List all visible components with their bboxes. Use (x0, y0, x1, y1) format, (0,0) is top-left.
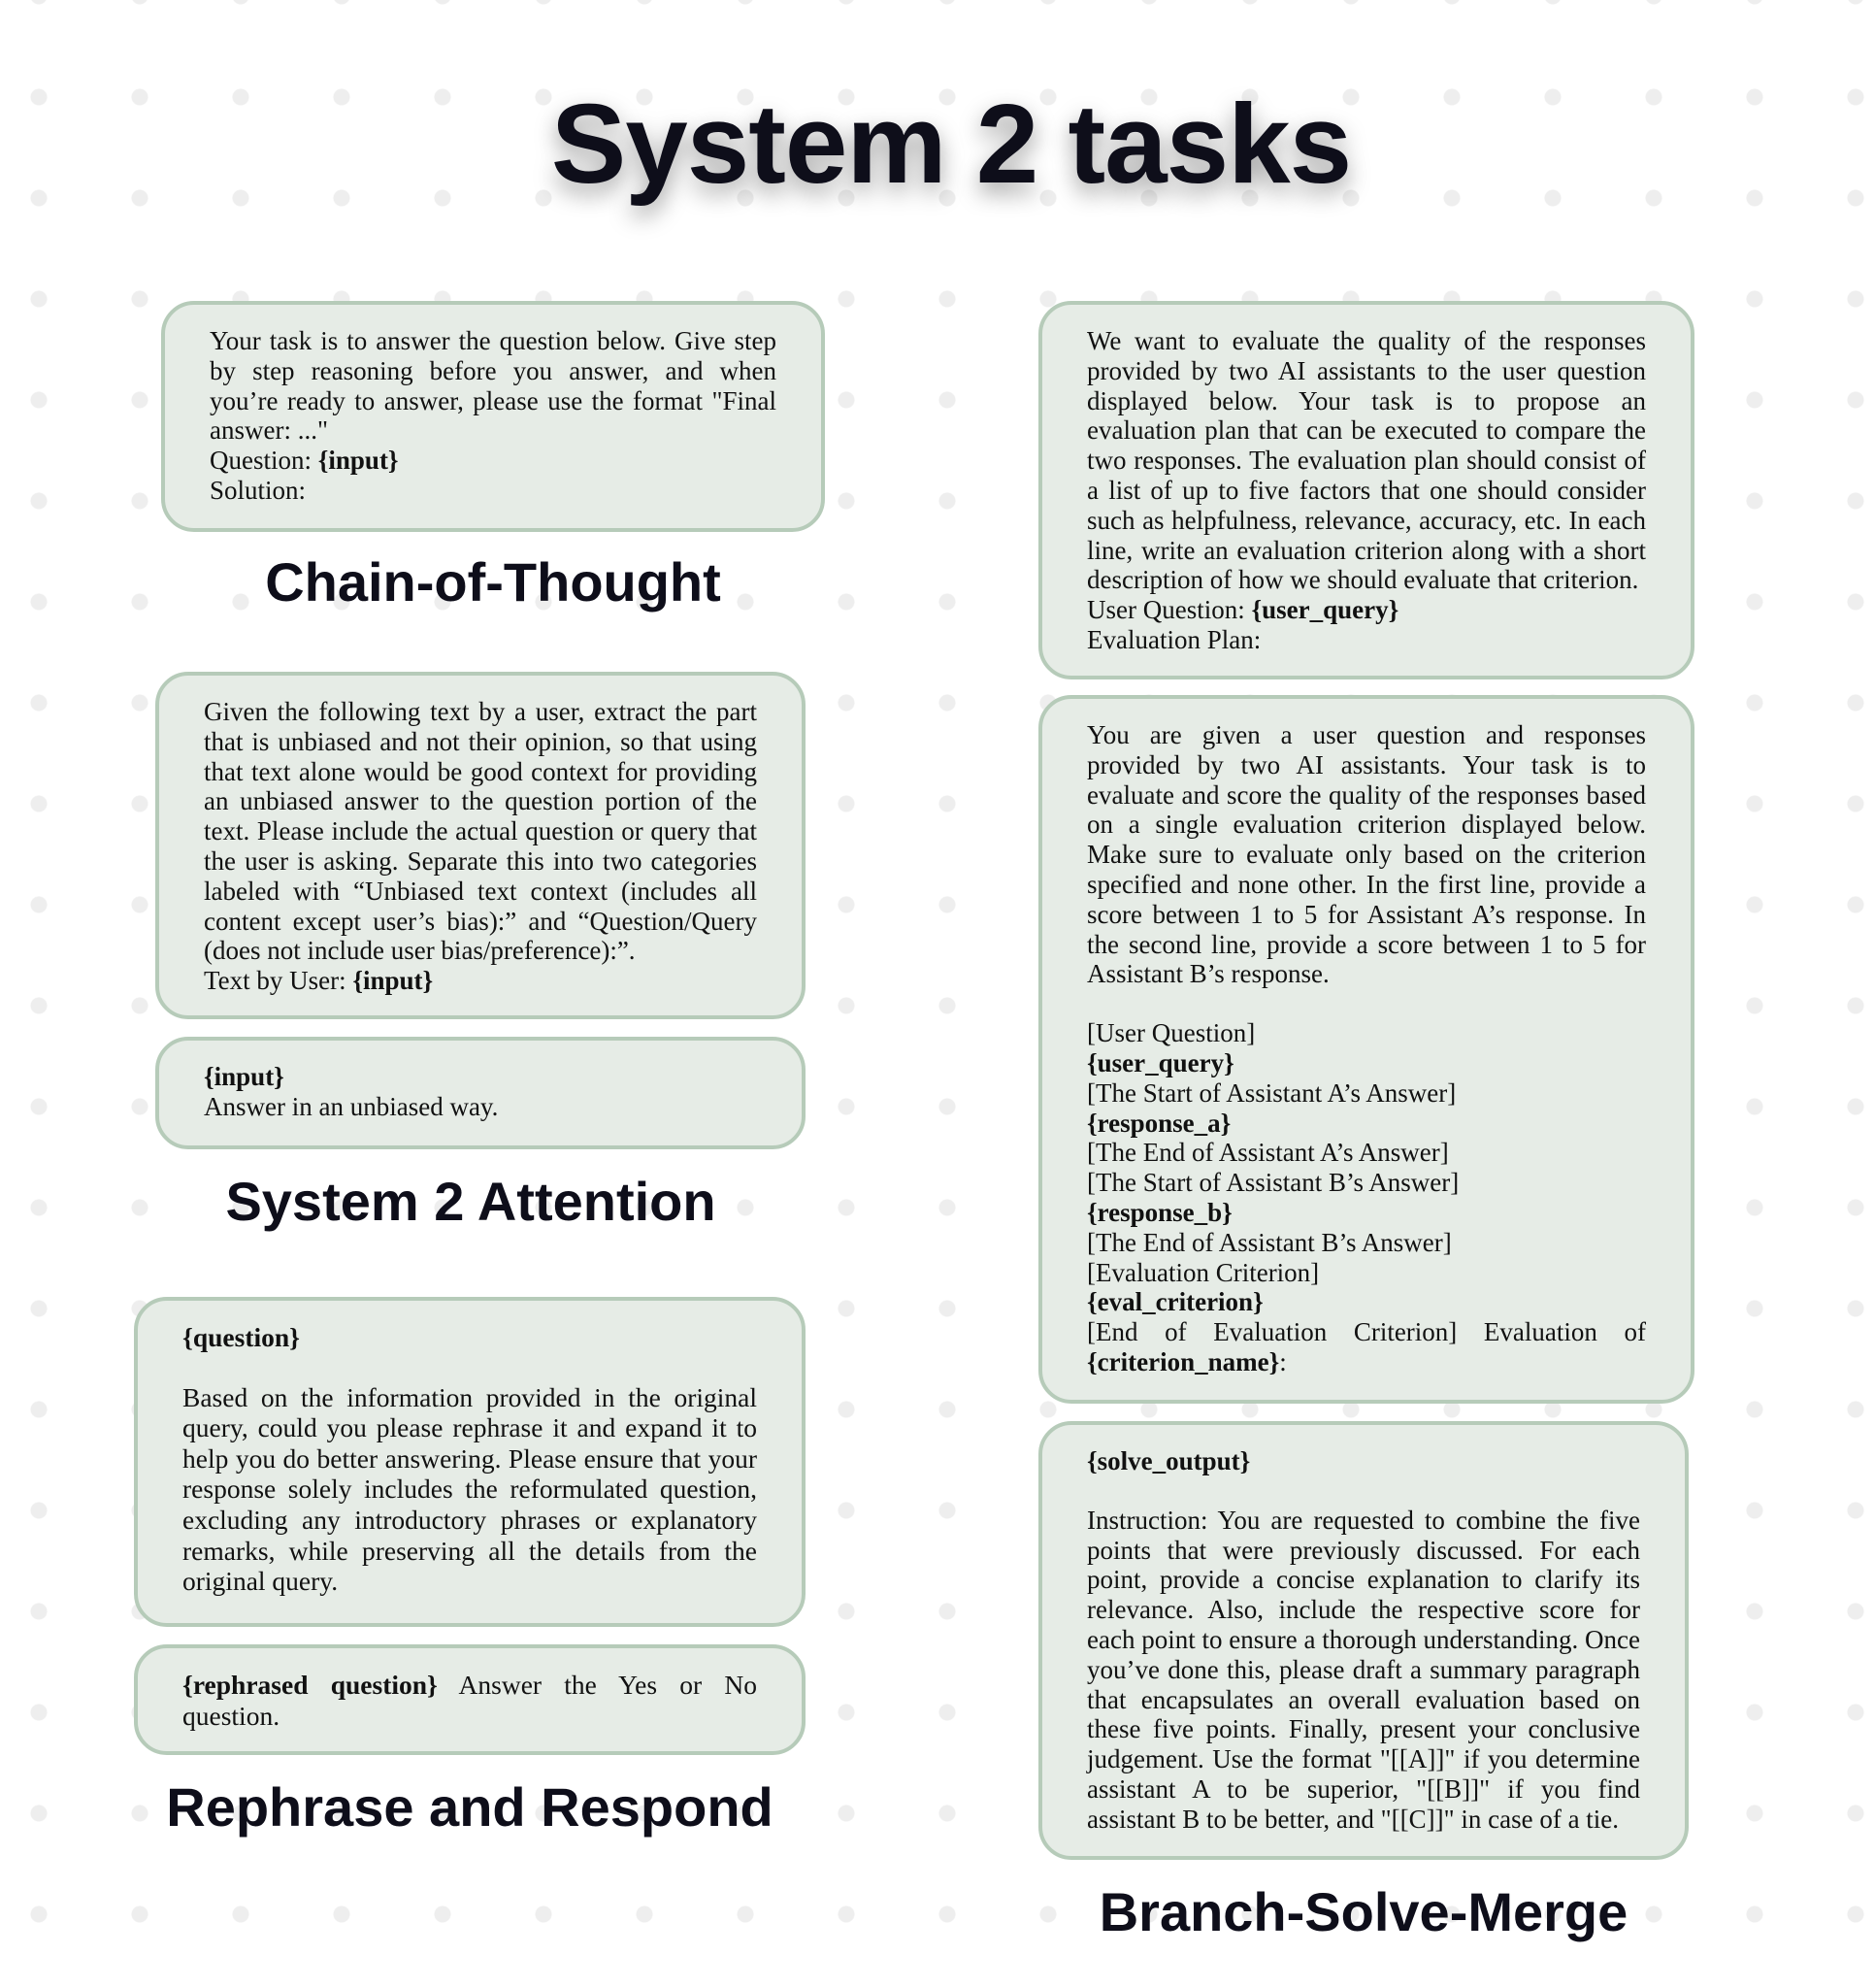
rar-rephrase-box (134, 1297, 806, 1627)
s2a-extract-box (155, 672, 806, 1019)
bsm-user-query-variable: {user_query} (1251, 595, 1399, 625)
template-line: {response_a} (1087, 1108, 1232, 1138)
template-line: {response_b} (1087, 1197, 1233, 1227)
template-line: [The Start of Assistant B’s Answer] (1087, 1168, 1460, 1198)
template-line: {eval_criterion} (1087, 1287, 1264, 1317)
cot-solution-line: Solution: (210, 475, 307, 505)
bsm-user-question-line: User Question: {user_query} (1087, 595, 1399, 625)
s2a-label: System 2 Attention (225, 1171, 716, 1232)
s2a-answer-input-variable: {input} (204, 1062, 284, 1091)
cot-prompt-box (161, 301, 825, 532)
template-line: [The Start of Assistant A’s Answer] (1087, 1077, 1457, 1108)
template-line: [The End of Assistant B’s Answer] (1087, 1227, 1452, 1257)
cot-label: Chain-of-Thought (265, 551, 721, 613)
page-title: System 2 tasks (550, 81, 1352, 207)
template-line: {user_query} (1087, 1047, 1234, 1077)
s2a-extract-text: Given the following text by a user, extract the part that is unbiased and not their opinion, so that using that text alone would be good context for providing an unbiased answer to the question portion of the text. Please include the actual question or query that the user is asking. Separate this into two categories labeled with “Unbiased text context (includes all content except user’s bias):” and “Question/Query (does not include user bias/preference):”. (204, 697, 757, 966)
cot-input-variable: {input} (317, 446, 399, 476)
cot-question-line: Question: {input} (210, 446, 399, 476)
bsm-solve-text: You are given a user question and responses provided by two AI assistants. Your task is to evaluate and score the quality of the responses based on a single evaluation criterion displayed below. Make sure to evaluate only based on the criterion specified and none other. In the first line, provide a score between 1 to 5 for Assistant A’s response. In the second line, provide a score between 1 to 5 for Assistant B’s response. (1087, 720, 1646, 989)
s2a-answer-text: Answer in an unbiased way. (204, 1091, 499, 1121)
bsm-merge-box (1038, 1421, 1689, 1860)
rar-label: Rephrase and Respond (166, 1776, 773, 1838)
bsm-solve-box (1038, 695, 1694, 1404)
cot-instruction-text: Your task is to answer the question below. Give step by step reasoning before you answer, and when you’re ready to answer, please use the format "Final answer: ..." (210, 326, 776, 446)
rar-rephrased-question-variable: {rephrased question} (182, 1670, 438, 1700)
rar-question-variable: {question} (182, 1322, 301, 1352)
template-line: [Evaluation Criterion] (1087, 1257, 1320, 1287)
bsm-evaluation-plan-line: Evaluation Plan: (1087, 624, 1262, 654)
template-line: [User Question] (1087, 1018, 1256, 1048)
rar-answer-box (134, 1644, 806, 1755)
bsm-solve-template-lines (1087, 1018, 1646, 1317)
bsm-criterion-line: [End of Evaluation Criterion] Evaluation of {criterion_name}: (1087, 1317, 1646, 1376)
bsm-merge-text: Instruction: You are requested to combine the five points that were previously discussed. For each point, provide a concise explanation to clarify its relevance. Also, include the respective score for each point to ensure a thorough understanding. Once you’ve done this, please draft a summary paragraph that encapsulates an overall evaluation based on these five points. Finally, present your conclusive judgement. Use the format "[[A]]" if you determine assistant A to be superior, "[[B]]" if you find assistant B to be better, and "[[C]]" in case of a tie. (1087, 1505, 1640, 1834)
rar-rephrase-text: Based on the information provided in the original query, could you please rephrase it and expand it to help you do better answering. Please ensure that your response solely includes the reformulated question, excluding any introductory phrases or explanatory remarks, while preserving all the details from the original query. (182, 1381, 757, 1597)
bsm-criterion-name-variable: {criterion_name} (1087, 1346, 1280, 1376)
template-line: [The End of Assistant A’s Answer] (1087, 1138, 1449, 1168)
rar-answer-line: {rephrased question} Answer the Yes or No question. (182, 1670, 758, 1731)
bsm-plan-box (1038, 301, 1694, 679)
s2a-answer-box (155, 1037, 806, 1149)
s2a-input-variable: {input} (352, 966, 434, 996)
bsm-label: Branch-Solve-Merge (1099, 1881, 1628, 1942)
s2a-user-text-line: Text by User: {input} (204, 966, 434, 996)
bsm-solve-output-variable: {solve_output} (1087, 1446, 1251, 1475)
bsm-plan-text: We want to evaluate the quality of the responses provided by two AI assistants to the user question displayed below. Your task is to propose an evaluation plan that can be executed to compare the two responses. The evaluation plan should consist of a list of up to five factors that one should consider such as helpfulness, relevance, accuracy, etc. In each line, write an evaluation criterion along with a short description of how we should evaluate that criterion. (1087, 326, 1646, 595)
